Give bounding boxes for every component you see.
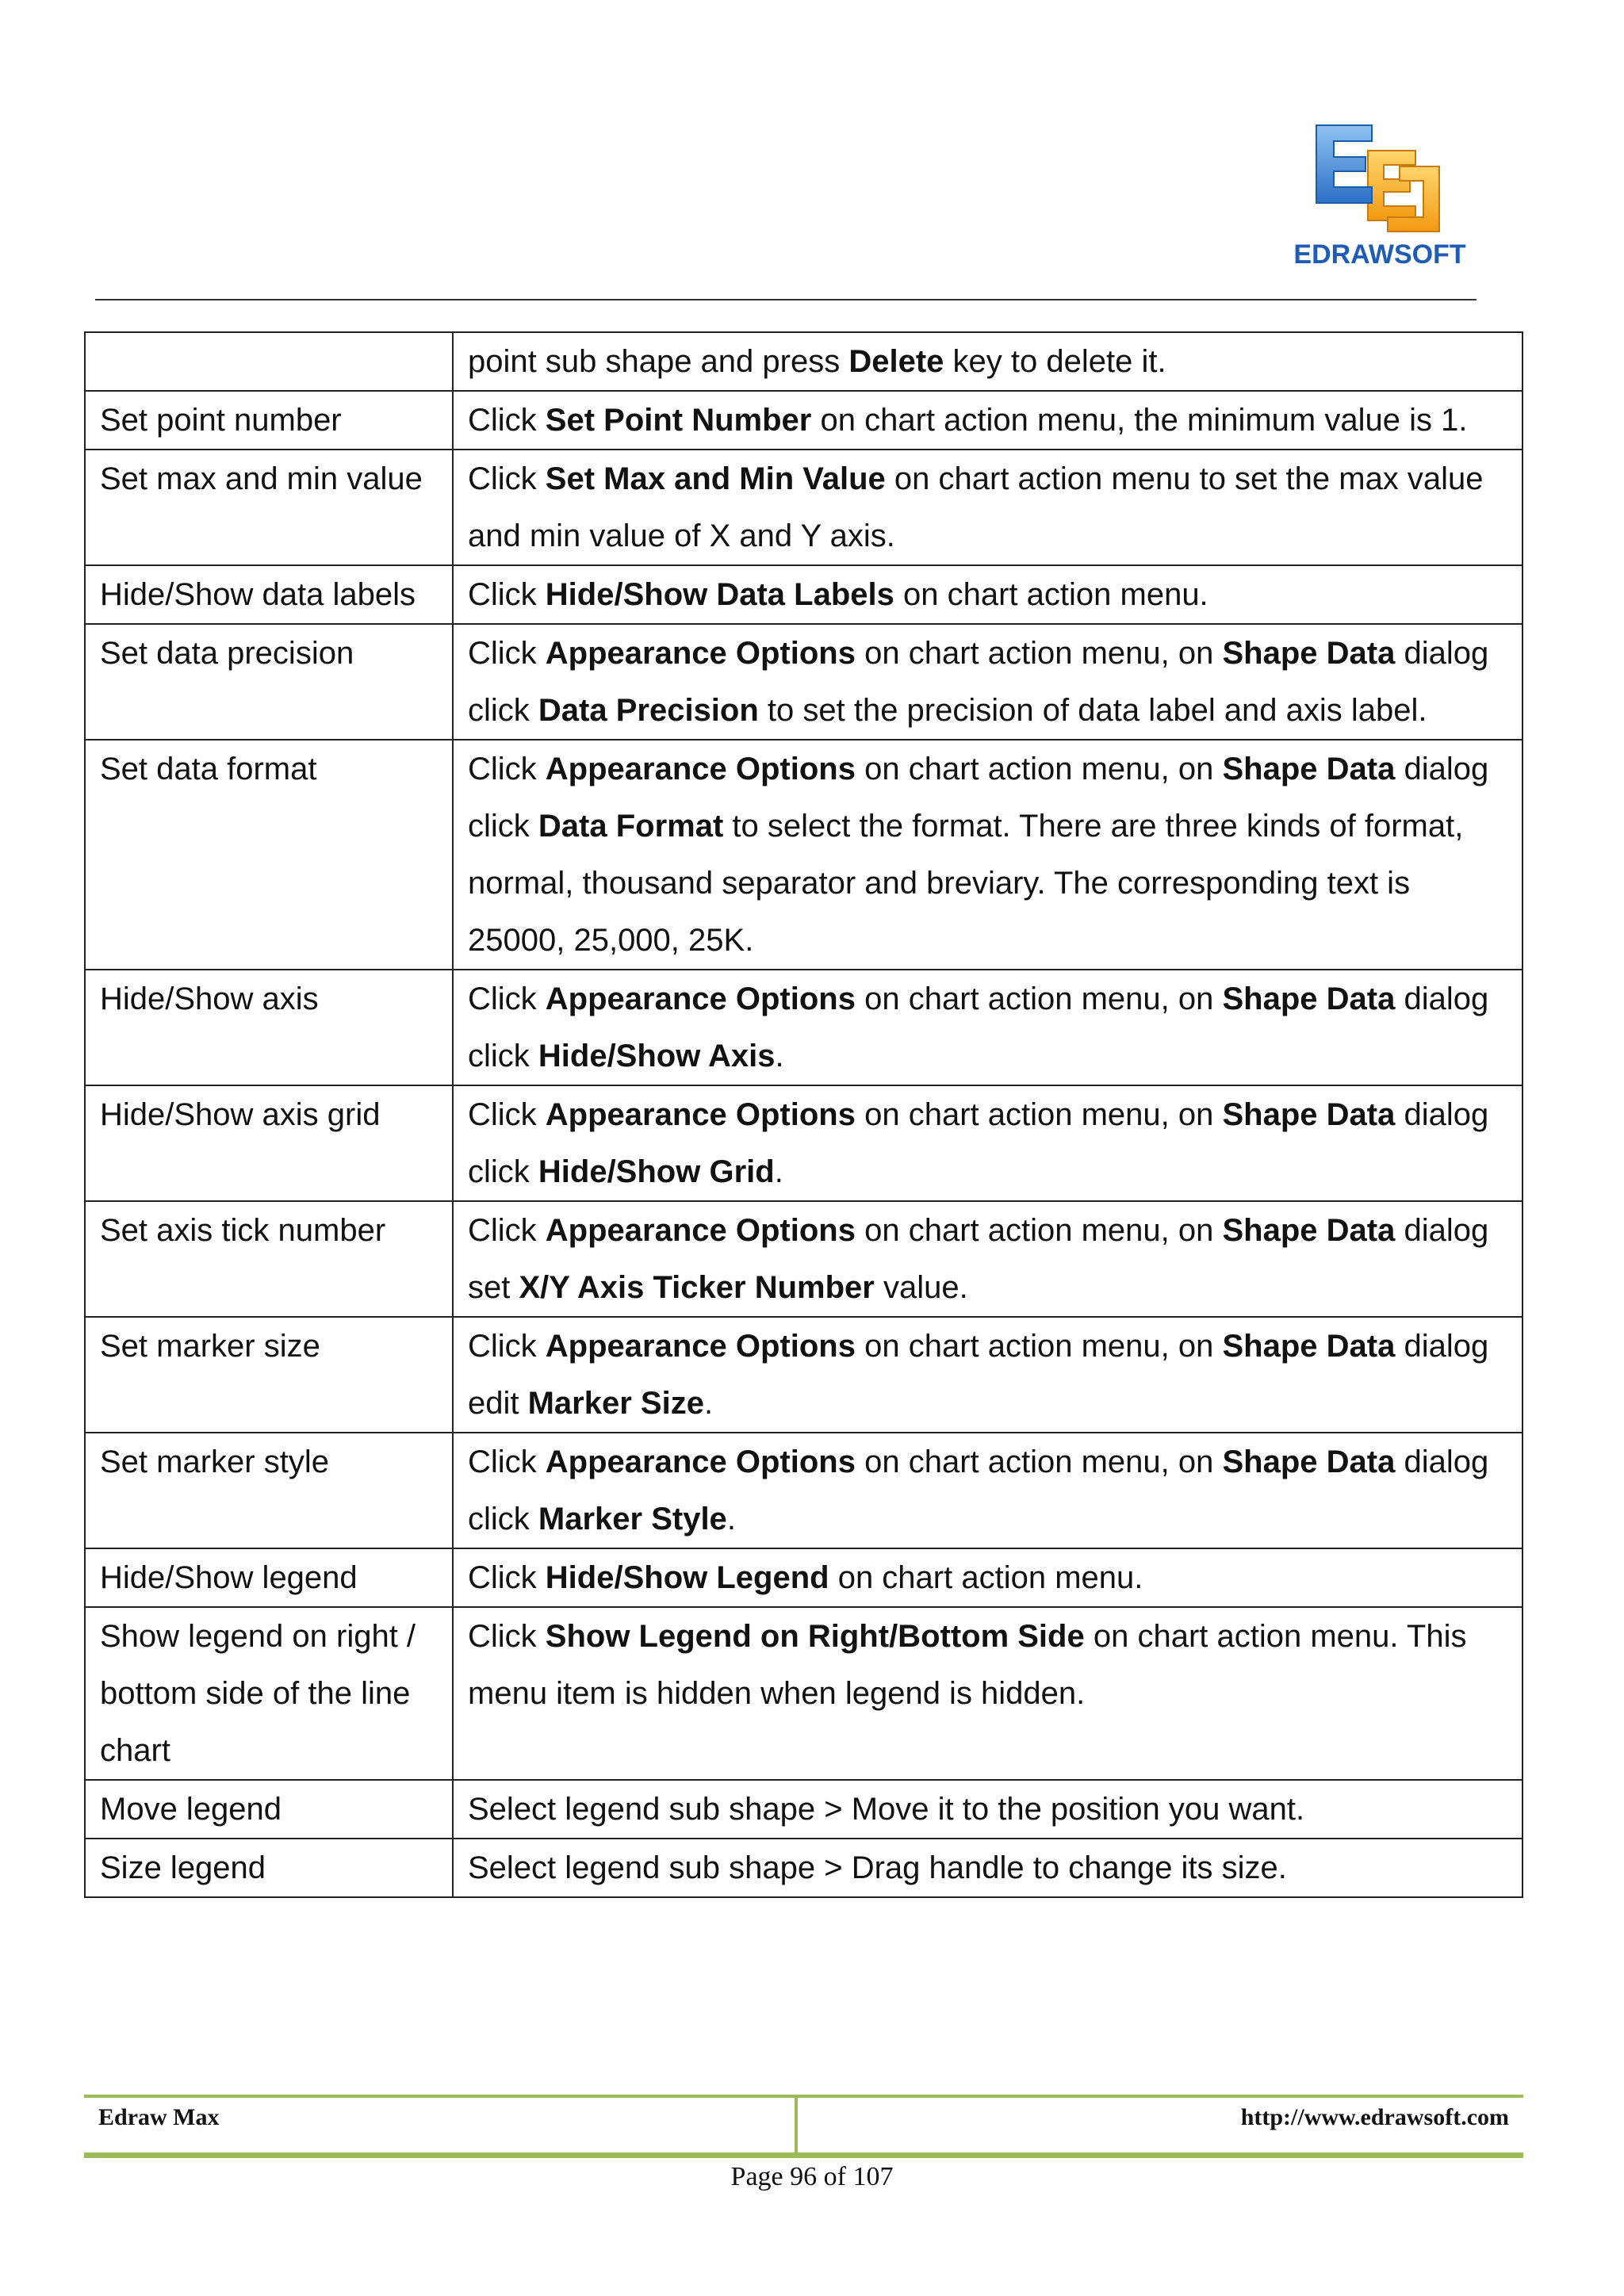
table-row [85, 1607, 1522, 1780]
menu-command-name: Data Precision [538, 693, 759, 728]
feature-cell: Set data format [85, 740, 453, 970]
description-cell [453, 1433, 1522, 1548]
feature-cell: Hide/Show legend [85, 1548, 453, 1607]
description-text: . [703, 1386, 714, 1421]
table-row [85, 1201, 1522, 1317]
header-divider [95, 299, 1477, 300]
description-text: Click [468, 403, 546, 438]
menu-command-name: Hide/Show Legend [545, 1560, 829, 1595]
description-text: on chart action menu. [829, 1560, 1143, 1595]
description-text: on chart action menu, on [855, 1445, 1223, 1479]
description-cell [453, 450, 1522, 565]
table-row [85, 1780, 1522, 1839]
menu-command-name: Data Format [538, 809, 724, 844]
feature-cell: Hide/Show axis [85, 970, 453, 1085]
table-row [85, 1433, 1522, 1548]
description-cell [453, 332, 1522, 391]
table-row [85, 740, 1522, 970]
description-cell [453, 1201, 1522, 1317]
feature-cell: Set point number [85, 391, 453, 450]
feature-cell: Set axis tick number [85, 1201, 453, 1317]
feature-cell: Set marker size [85, 1317, 453, 1433]
description-text: Select legend sub shape > Move it to the position you want. [468, 1792, 1305, 1827]
description-text: to select the format. There are three kinds of format, normal, thousand separator and breviary. The corresponding text is 25000, 25,000, 25K. [468, 809, 1464, 958]
table-row [85, 1839, 1522, 1897]
description-text: dialog click [468, 636, 1489, 728]
menu-command-name: X/Y Axis Ticker Number [519, 1270, 875, 1305]
table-row [85, 1317, 1522, 1433]
description-text: dialog click [468, 752, 1489, 844]
menu-command-name: Shape Data [1222, 636, 1396, 671]
table-row [85, 1548, 1522, 1607]
description-cell [453, 624, 1522, 740]
menu-command-name: Marker Style [538, 1502, 727, 1536]
description-text: on chart action menu, on [855, 752, 1223, 786]
description-text: . [775, 1039, 784, 1073]
edrawsoft-logo [1277, 119, 1475, 277]
feature-cell: Move legend [85, 1780, 453, 1839]
description-text: on chart action menu to set the max value and min value of X and Y axis. [468, 461, 1484, 553]
description-cell [453, 1607, 1522, 1780]
description-text: dialog click [468, 1445, 1489, 1536]
description-text: Click [468, 1445, 546, 1479]
description-text: dialog edit [468, 1329, 1489, 1421]
page-footer [84, 2095, 1523, 2158]
description-text: dialog click [468, 982, 1489, 1073]
table-row [85, 391, 1522, 450]
description-text: on chart action menu, on [855, 636, 1223, 671]
description-text: on chart action menu. [894, 577, 1208, 612]
description-text: on chart action menu, on [855, 1213, 1223, 1248]
menu-command-name: Appearance Options [545, 982, 856, 1016]
menu-command-name: Shape Data [1222, 1329, 1396, 1364]
description-text: . [774, 1154, 783, 1189]
menu-command-name: Shape Data [1222, 1097, 1396, 1132]
feature-cell: Show legend on right / bottom side of the line chart [85, 1607, 453, 1780]
table-row [85, 450, 1522, 565]
description-text: on chart action menu, the minimum value is 1. [811, 403, 1468, 438]
footer-product-name: Edraw Max [84, 2098, 798, 2152]
feature-cell: Set marker style [85, 1433, 453, 1548]
page-number: Page 96 of 107 [730, 2162, 894, 2191]
menu-command-name: Shape Data [1222, 1445, 1396, 1479]
description-text: Click [468, 636, 546, 671]
menu-command-name: Appearance Options [545, 1329, 856, 1364]
menu-command-name: Hide/Show Data Labels [545, 577, 894, 612]
menu-command-name: Show Legend on Right/Bottom Side [545, 1619, 1085, 1654]
description-text: Click [468, 577, 546, 612]
description-cell [453, 391, 1522, 450]
description-text: to set the precision of data label and axis label. [758, 693, 1427, 728]
description-text: on chart action menu, on [855, 1097, 1223, 1132]
menu-command-name: Appearance Options [545, 1445, 856, 1479]
description-text: on chart action menu. This menu item is hidden when legend is hidden. [468, 1619, 1467, 1711]
description-cell [453, 740, 1522, 970]
description-text: Click [468, 1213, 546, 1248]
description-text: Click [468, 982, 546, 1016]
feature-cell [85, 332, 453, 391]
table-row [85, 624, 1522, 740]
description-text: key to delete it. [944, 344, 1166, 379]
feature-cell: Set data precision [85, 624, 453, 740]
description-text: point sub shape and press [468, 344, 849, 379]
feature-table [84, 331, 1523, 1898]
menu-command-name: Appearance Options [545, 1097, 856, 1132]
menu-command-name: Marker Size [527, 1386, 704, 1421]
description-text: value. [874, 1270, 968, 1305]
menu-command-name: Appearance Options [545, 1213, 856, 1248]
description-text: Click [468, 1619, 546, 1654]
description-text: Click [468, 1560, 546, 1595]
description-text: Click [468, 461, 546, 496]
feature-cell: Hide/Show data labels [85, 565, 453, 624]
description-text: Click [468, 1097, 546, 1132]
menu-command-name: Hide/Show Axis [538, 1039, 776, 1073]
description-text: Select legend sub shape > Drag handle to change its size. [468, 1850, 1287, 1885]
menu-command-name: Set Point Number [545, 403, 812, 438]
description-cell [453, 1839, 1522, 1897]
description-cell [453, 1780, 1522, 1839]
description-cell [453, 1317, 1522, 1433]
menu-command-name: Shape Data [1222, 752, 1396, 786]
description-text: dialog click [468, 1097, 1489, 1189]
menu-command-name: Shape Data [1222, 982, 1396, 1016]
description-cell [453, 1548, 1522, 1607]
description-text: on chart action menu, on [855, 982, 1223, 1016]
description-text: dialog set [468, 1213, 1489, 1305]
description-cell [453, 1085, 1522, 1201]
description-text: . [726, 1502, 736, 1536]
table-row [85, 332, 1522, 391]
menu-command-name: Hide/Show Grid [538, 1154, 775, 1189]
description-text: Click [468, 752, 546, 786]
menu-command-name: Set Max and Min Value [545, 461, 886, 496]
menu-command-name: Delete [848, 344, 944, 379]
table-row [85, 1085, 1522, 1201]
feature-cell: Size legend [85, 1839, 453, 1897]
table-row [85, 970, 1522, 1085]
logo-text: EDRAWSOFT [1293, 239, 1466, 270]
menu-command-name: Shape Data [1222, 1213, 1396, 1248]
description-cell [453, 970, 1522, 1085]
menu-command-name: Appearance Options [545, 636, 856, 671]
feature-cell: Hide/Show axis grid [85, 1085, 453, 1201]
table-row [85, 565, 1522, 624]
feature-cell: Set max and min value [85, 450, 453, 565]
menu-command-name: Appearance Options [545, 752, 856, 786]
description-cell [453, 565, 1522, 624]
description-text: Click [468, 1329, 546, 1364]
footer-website-link[interactable]: http://www.edrawsoft.com [1240, 2104, 1509, 2130]
description-text: on chart action menu, on [855, 1329, 1223, 1364]
